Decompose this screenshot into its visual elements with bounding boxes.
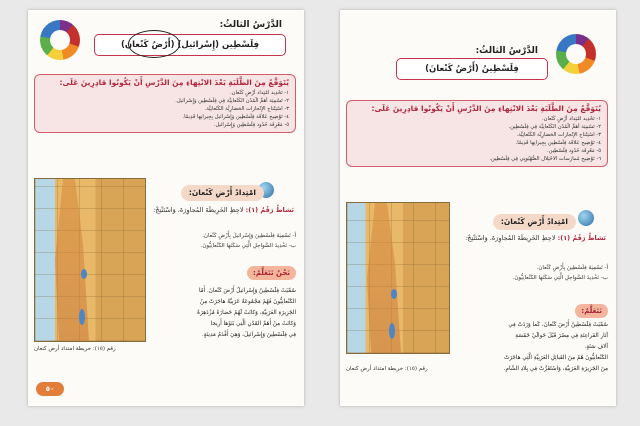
activity-item: أ- تَسْمِيَةَ فِلَسْطِينَ بِأَرْضِ كَنْعانَ. <box>536 265 608 271</box>
map-caption: رقم (١٥): خريطة امتداد أرض كنعان <box>34 346 116 352</box>
section-heading: امْتِدادُ أَرْضِ كَنْعانَ: <box>493 214 576 230</box>
lesson-banner <box>36 20 296 68</box>
activity-label: نَشاطٌ رَقْمُ (١): <box>557 234 606 242</box>
lesson-paragraph <box>448 320 608 375</box>
paragraph-line: فِي فِلَسْطِينَ وَإِسْرائيلَ، وَهِيَ أَقْدَمُ مَدِينَةٍ. <box>201 332 296 338</box>
objective-item: ٢- تَسْمِيَة أَهَمِّ الْمُدُن الكَنْعانِيَّة فِي فِلَسْطِين وَإِسْرائيل. <box>175 98 289 104</box>
map-sea-icon <box>79 309 85 325</box>
paragraph-line: سُمِّيَتْ فِلَسْطِينُ وَإِسْرائيلُ أَرْضَ كَنْعانَ. أَمّا <box>198 288 296 294</box>
map-lake-icon <box>391 289 397 299</box>
objectives-heading: يُتَوَقَّعُ مِنَ الطَّلَبَةِ بَعْدَ الانْتِهاءِ مِنَ الدَّرْسِ أَنْ يَكُونُوا قادِرِينَ عَلَى: <box>59 78 289 87</box>
paragraph-line: الكَنْعانِيُّونَ هُمْ مِنَ القَبائِلِ العَرَبِيَّةِ الَّتِي هاجَرَتْ <box>504 355 608 361</box>
map-coast-shape <box>363 203 403 353</box>
activity-item: أ- تَسْمِيَةَ فِلَسْطِينَ وَإِسْرائيلَ بِأَرْضِ كَنْعانَ. <box>202 233 296 239</box>
paragraph-line: آلافِ سَنَةٍ. <box>584 344 608 350</box>
activity-text: لاحِظِ الخَرِيطَةَ المُجاوِرَةَ، وَاسْتَنْتِجْ: <box>465 234 556 242</box>
map-canaan <box>346 202 450 354</box>
activity-text: لاحِظِ الخَرِيطَةَ المُجاوِرَةَ، وَاسْتَنْتِجْ: <box>153 206 244 214</box>
paragraph-line: وَكانَتْ مِنْ أَهَمِّ المُدُنِ الَّتِي بَنَوْها أَرِيحا <box>210 321 296 327</box>
map-lake-icon <box>81 269 87 279</box>
textbook-page-right <box>340 10 616 406</box>
page-number: ٥٠ <box>36 382 64 396</box>
rainbow-logo-icon <box>556 34 596 74</box>
handwritten-circle-mark <box>128 30 180 58</box>
map-coast-shape <box>51 179 91 341</box>
lesson-number: الدَّرْسُ الثالثُ: <box>475 46 538 56</box>
objective-item: ٤- تَوْضِيح عَلاقَة فِلَسْطِين بِجِيرانِها قَدِيمًا. <box>515 140 601 146</box>
activity-instruction <box>465 234 606 243</box>
objective-item: ٦- تَوْضِيح مُمارَسات الاحْتِلال الصُّهْيُونِي فِي فِلَسْطِين. <box>489 156 601 162</box>
map-sea-icon <box>389 323 395 339</box>
lesson-title: فِلَسْطِينُ (أَرْضُ كَنْعانَ) <box>396 58 548 80</box>
activity-label: نَشاطٌ رَقْمُ (١): <box>245 206 294 214</box>
objective-item: ١- تَحْدِيد امْتِداد أَرْضِ كَنْعان. <box>229 90 289 96</box>
objectives-heading: يُتَوَقَّعُ مِنَ الطَّلَبَةِ بَعْدَ الانْتِهاءِ مِنَ الدَّرْسِ أَنْ يَكُونُوا قادِرِينَ عَلَى: <box>371 104 601 113</box>
objectives-box <box>346 100 608 167</box>
objective-item: ٥- مَعْرِفَة حُدُود فِلَسْطِين. <box>546 148 601 154</box>
map-caption: رقم (١٥): خريطة امتداد أرض كنعان <box>346 366 428 372</box>
objective-item: ١- تَحْدِيد امْتِداد أَرْضِ كَنْعان. <box>541 116 601 122</box>
learn-heading: نَتَعَلَّمُ: <box>575 304 608 318</box>
objective-item: ٤- تَوْضِيح عَلاقَة فِلَسْطِين وَإِسْرائيل بِجِيرانِها قَدِيمًا. <box>182 114 289 120</box>
paragraph-line: مِنَ الجَزِيرَةِ العَرَبِيَّةِ، وَاسْتَقَرَّتْ فِي بِلادِ الشّامِ. <box>503 366 608 372</box>
lesson-number: الدَّرْسُ الثالثُ: <box>219 20 282 30</box>
textbook-page-left <box>28 10 304 406</box>
objective-item: ٥- مَعْرِفَة حُدُود فِلَسْطِين وَإِسْرائيل. <box>213 122 289 128</box>
objective-item: ٣- اسْتِنْتاج الإِنْجازات الحَضارِيَّة الكَنْعانِيَّة. <box>204 106 289 112</box>
learn-heading: نَحْنُ نَتَعَلَّمُ: <box>247 266 296 280</box>
rainbow-logo-icon <box>40 20 80 60</box>
lesson-banner <box>348 20 608 74</box>
activity-instruction <box>153 206 294 215</box>
paragraph-line: الكَنْعانِيُّونَ فَهُمْ مَجْمُوعَةٌ عَرَبِيَّةٌ هاجَرَتْ مِنْ <box>199 299 296 305</box>
map-canaan <box>34 178 146 342</box>
objective-item: ٢- تَسْمِيَة أَهَمِّ الْمُدُن الكَنْعانِيَّة فِي فِلَسْطِين. <box>508 124 601 130</box>
globe-icon <box>578 210 594 226</box>
section-heading: امْتِدادُ أَرْضِ كَنْعانَ: <box>181 185 264 201</box>
activity-item: ب- تَحْدِيدَ السَّواحِلِ الَّتِي سَكَنَها الكَنْعانِيُّونَ. <box>200 243 296 249</box>
objectives-box <box>34 74 296 133</box>
paragraph-line: الجَزِيرَةِ العَرَبِيَّةِ، وَكانَتْ لَهُمْ حَضارَةٌ مُزْدَهِرَةٌ <box>197 310 296 316</box>
paragraph-line: سُمِّيَتْ فِلَسْطِينُ أَرْضَ كَنْعانَ، كَما وَرَدَتْ فِي <box>508 322 608 328</box>
lesson-paragraph <box>146 286 296 341</box>
activity-item: ب- تَحْدِيدَ السَّواحِلِ الَّتِي سَكَنَها الكَنْعانِيُّونَ. <box>512 275 608 281</box>
paragraph-line: آثارِ الفَراعِنَةِ فِي مِصْرَ قَبْلَ حَوالَيْ خَمْسَةِ <box>515 333 608 339</box>
objective-item: ٣- اسْتِنْتاج الإِنْجازات الحَضارِيَّة الكَنْعانِيَّة. <box>516 132 601 138</box>
lesson-title: فِلَسْطِين (إِسْرائيل) (أَرْضُ كَنْعان) <box>94 34 286 56</box>
